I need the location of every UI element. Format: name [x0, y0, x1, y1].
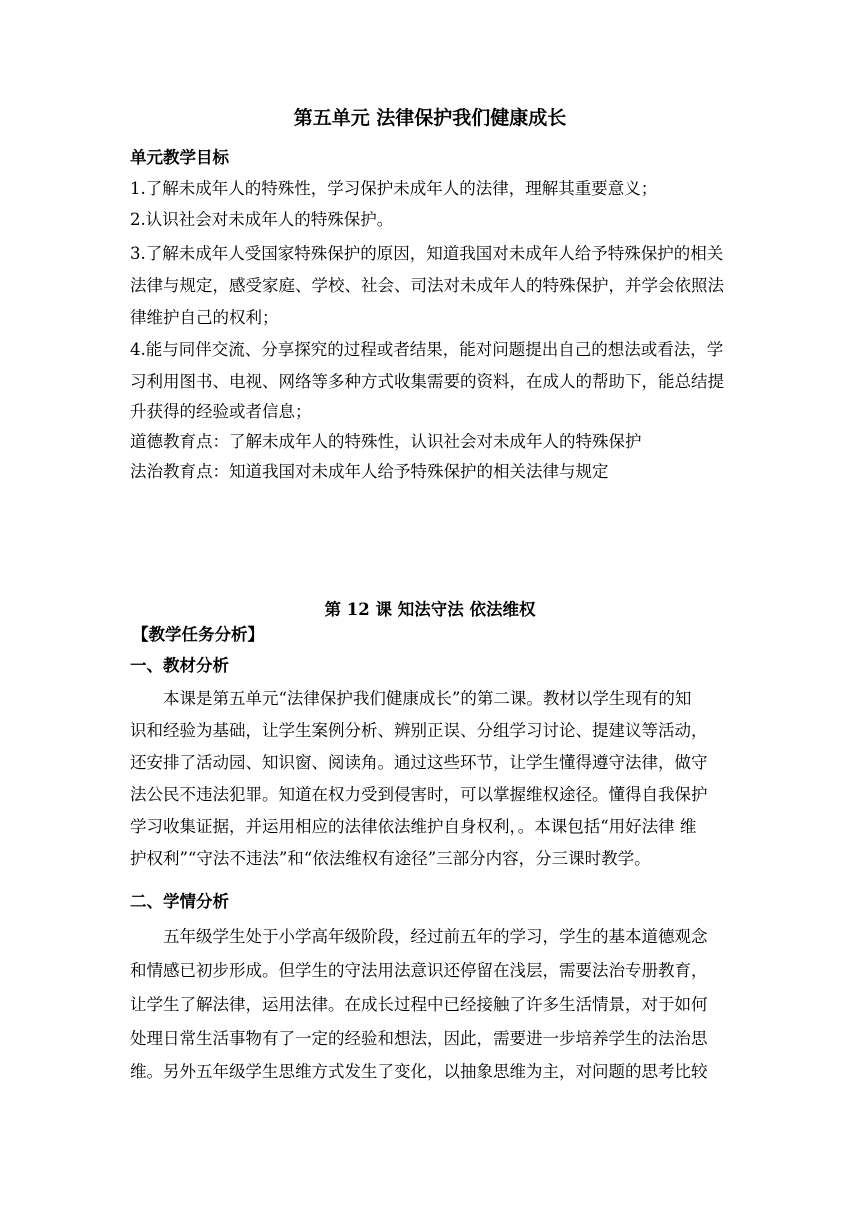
student-paragraph-line: 维。另外五年级学生思维方式发生了变化，以抽象思维为主，对问题的思考比较: [130, 1062, 708, 1081]
objective-line: 3.了解未成年人受国家特殊保护的原因，知道我国对未成年人给予特殊保护的相关: [130, 244, 724, 263]
student-paragraph-line: 五年级学生处于小学高年级阶段，经过前五年的学习，学生的基本道德观念: [163, 927, 708, 946]
objective-line: 升获得的经验或者信息；: [130, 402, 312, 421]
textbook-paragraph-line: 法公民不违法犯罪。知道在权力受到侵害时，可以掌握维权途径。懂得自我保护: [130, 785, 708, 804]
objective-line: 4.能与同伴交流、分享探究的过程或者结果，能对问题提出自己的想法或看法，学: [130, 340, 724, 359]
student-analysis-heading: 二、学情分析: [130, 892, 229, 911]
textbook-paragraph-line: 识和经验为基础，让学生案例分析、辨别正误、分组学习讨论、提建议等活动，: [130, 721, 708, 740]
textbook-paragraph-line: 本课是第五单元“法律保护我们健康成长”的第二课。教材以学生现有的知: [163, 689, 692, 708]
objective-line: 2.认识社会对未成年人的特殊保护。: [130, 210, 394, 229]
objective-line: 律维护自己的权利；: [130, 308, 279, 327]
objective-line: 法律与规定，感受家庭、学校、社会、司法对未成年人的特殊保护，并学会依照法: [130, 276, 724, 295]
lesson-title: 第 12 课 知法守法 依法维权: [324, 600, 536, 619]
objectives-heading: 单元教学目标: [130, 148, 229, 167]
objective-line: 习利用图书、电视、网络等多种方式收集需要的资料，在成人的帮助下，能总结提: [130, 372, 724, 391]
textbook-paragraph-line: 还安排了活动园、知识窗、阅读角。通过这些环节，让学生懂得遵守法律，做守: [130, 753, 708, 772]
student-paragraph-line: 和情感已初步形成。但学生的守法用法意识还停留在浅层，需要法治专册教育，: [130, 961, 708, 980]
textbook-analysis-heading: 一、教材分析: [130, 656, 229, 675]
task-analysis-heading: 【教学任务分析】: [132, 625, 264, 644]
moral-education-point: 道德教育点：了解未成年人的特殊性，认识社会对未成年人的特殊保护: [130, 432, 642, 451]
legal-education-point: 法治教育点：知道我国对未成年人给予特殊保护的相关法律与规定: [130, 462, 609, 481]
student-paragraph-line: 处理日常生活事物有了一定的经验和想法，因此，需要进一步培养学生的法治思: [130, 1029, 708, 1048]
textbook-paragraph-line: 护权利”“守法不违法”和“依法维权有途径”三部分内容，分三课时教学。: [130, 849, 651, 868]
student-paragraph-line: 让学生了解法律，运用法律。在成长过程中已经接触了许多生活情景，对于如何: [130, 995, 708, 1014]
unit-title: 第五单元 法律保护我们健康成长: [293, 107, 567, 129]
objective-line: 1.了解未成年人的特殊性，学习保护未成年人的法律，理解其重要意义；: [130, 179, 658, 198]
textbook-paragraph-line: 学习收集证据，并运用相应的法律依法维护自身权利，。本课包括“用好法律 维: [130, 817, 697, 836]
